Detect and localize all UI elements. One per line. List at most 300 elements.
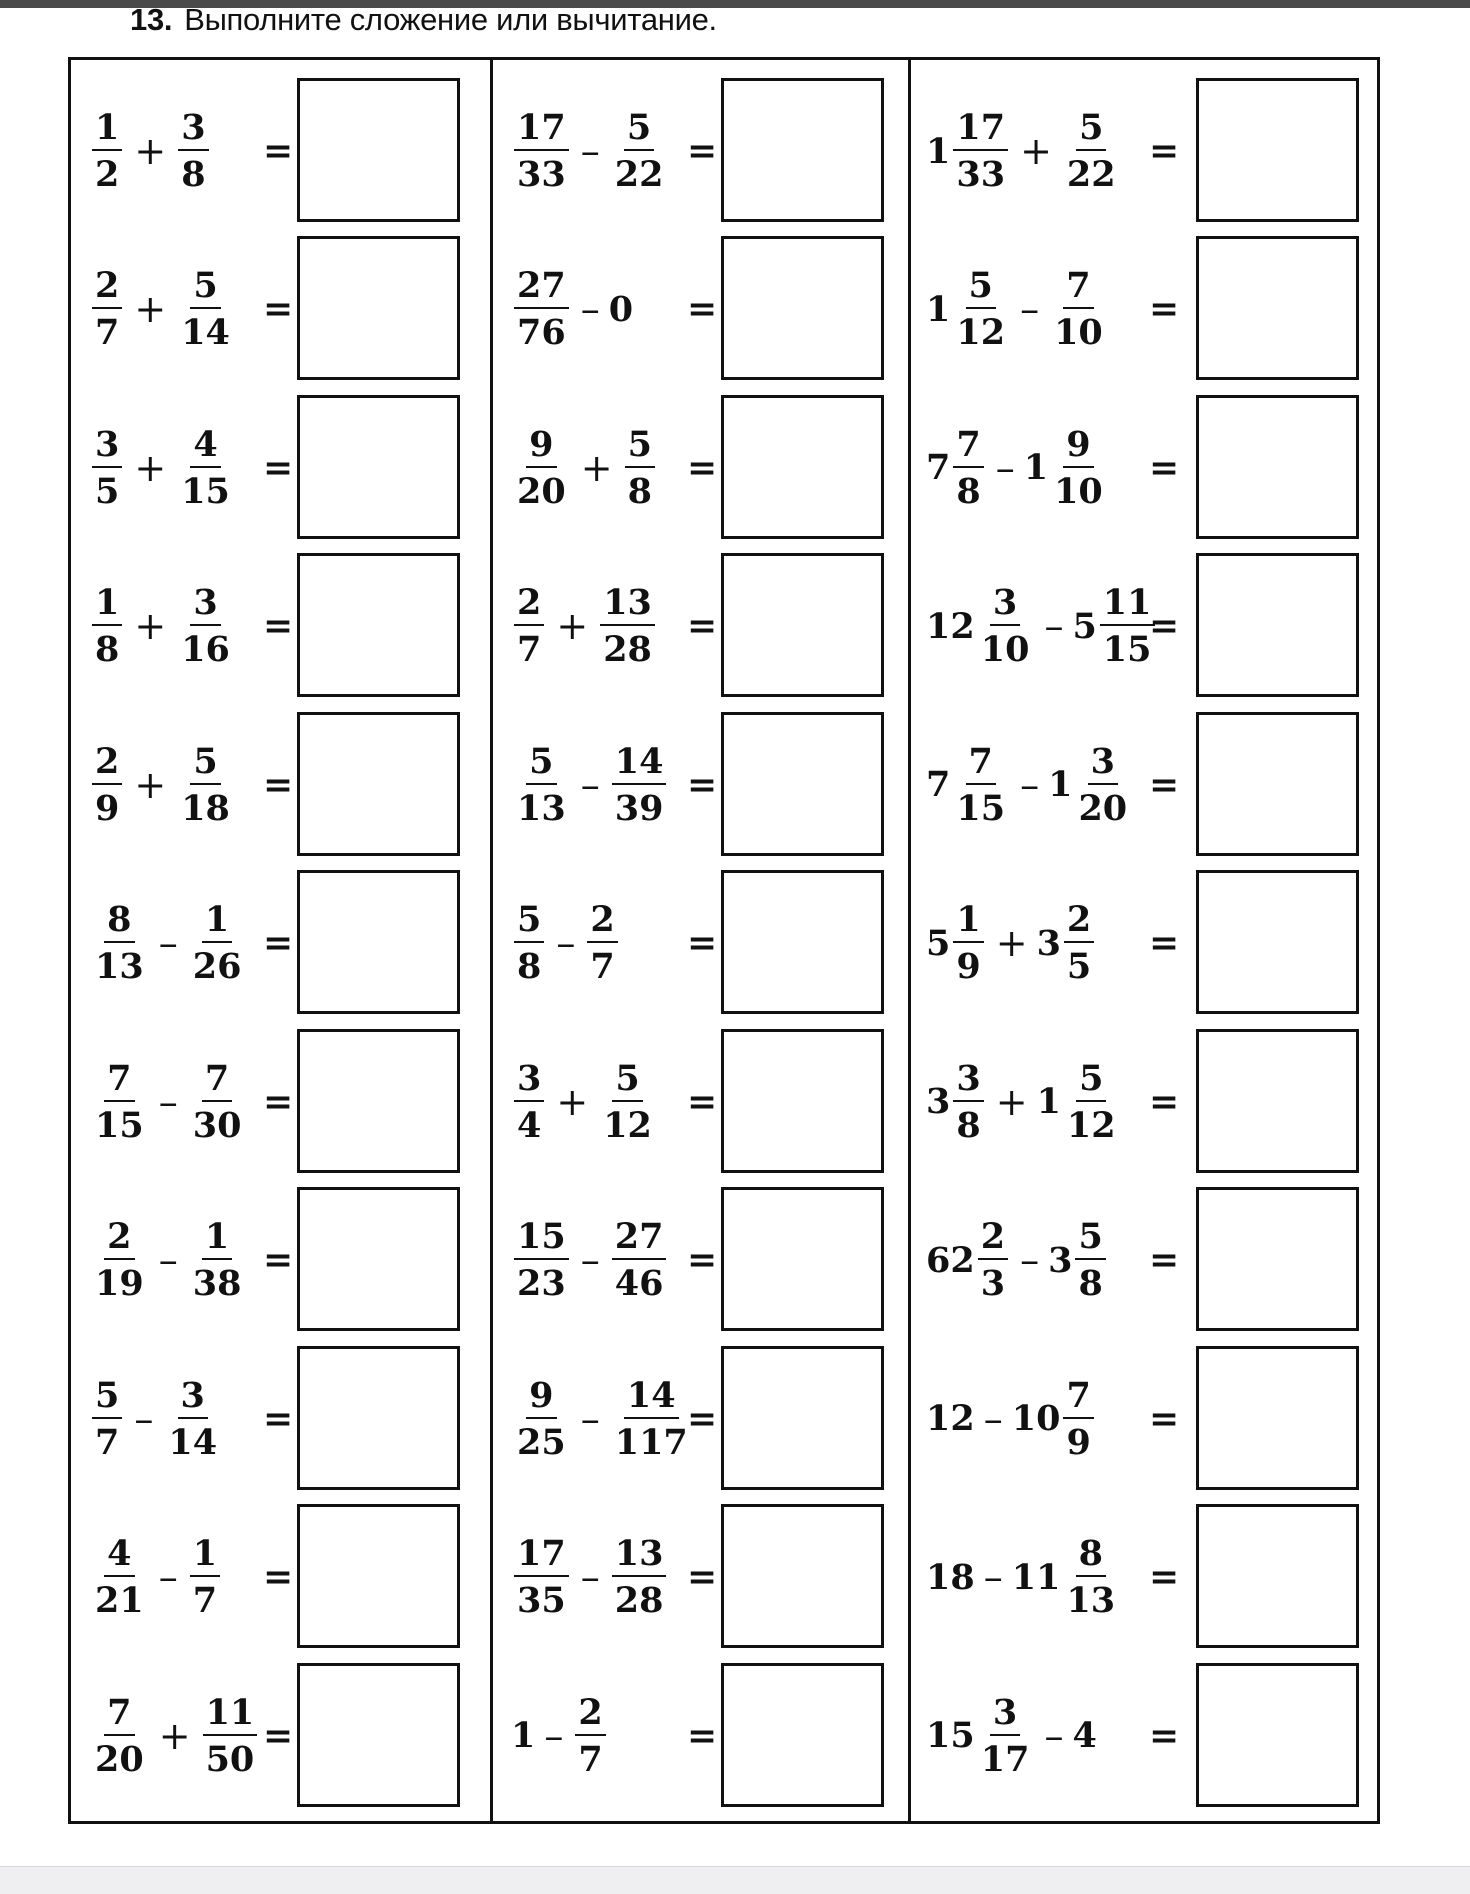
numerator: 3: [178, 1378, 208, 1419]
answer-box[interactable]: [1196, 553, 1359, 697]
answer-box[interactable]: [297, 870, 460, 1014]
numerator: 5: [1075, 1219, 1105, 1260]
fraction: [92, 1374, 122, 1463]
denominator: 15: [181, 470, 230, 512]
fraction: [514, 1216, 569, 1305]
numerator: 5: [966, 268, 996, 309]
exercise-row: [71, 395, 490, 553]
math-expression: [511, 1029, 658, 1175]
operator: –: [580, 1238, 600, 1283]
math-expression: [926, 1504, 1121, 1650]
fraction: [1075, 1216, 1105, 1305]
answer-box[interactable]: [1196, 1346, 1359, 1490]
denominator: 8: [95, 629, 120, 671]
denominator: 10: [1054, 470, 1103, 512]
denominator: 12: [956, 312, 1006, 354]
fraction: [92, 423, 122, 512]
math-expression: [89, 1187, 247, 1333]
answer-box[interactable]: [1196, 78, 1359, 222]
operator: –: [158, 921, 178, 966]
equals-sign: =: [687, 130, 718, 172]
answer-box[interactable]: [721, 553, 884, 697]
exercise-row: [493, 78, 908, 236]
answer-box[interactable]: [1196, 1663, 1359, 1807]
math-expression: [89, 78, 212, 224]
fraction: [953, 740, 1008, 829]
fraction: [178, 740, 233, 829]
denominator: 15: [956, 787, 1006, 829]
operator: –: [556, 921, 576, 966]
operator: –: [580, 287, 600, 332]
equals-sign: =: [1149, 1714, 1180, 1757]
fraction: [92, 107, 122, 195]
operator: +: [995, 1079, 1028, 1124]
denominator: 46: [614, 1263, 664, 1305]
operator: +: [1020, 129, 1052, 173]
numerator: 7: [966, 744, 996, 785]
operator: +: [580, 445, 613, 490]
fraction: [612, 740, 667, 829]
denominator: 33: [517, 154, 566, 195]
exercise-row: [71, 1346, 490, 1504]
numerator: 17: [514, 110, 569, 151]
denominator: 18: [181, 787, 230, 829]
fraction: [190, 899, 245, 988]
fraction: [612, 107, 667, 195]
answer-box[interactable]: [297, 1187, 460, 1331]
math-expression: [926, 1029, 1122, 1175]
fraction: [92, 740, 122, 829]
answer-box[interactable]: [1196, 1504, 1359, 1648]
numerator: 2: [587, 902, 617, 943]
equals-sign: =: [263, 288, 294, 331]
denominator: 28: [603, 629, 652, 671]
equals-sign: =: [263, 130, 294, 172]
whole-number: 4: [1072, 1715, 1097, 1757]
answer-box[interactable]: [721, 712, 884, 856]
numerator: 17: [514, 1536, 569, 1577]
numerator: 1: [953, 902, 983, 943]
exercise-row: [493, 1504, 908, 1662]
answer-box[interactable]: [721, 1346, 884, 1490]
numerator: 1: [202, 1219, 232, 1260]
numerator: 5: [1076, 110, 1106, 151]
mixed-whole-part: 1: [1048, 764, 1073, 806]
equals-sign: =: [687, 288, 718, 331]
fraction: [1051, 265, 1106, 354]
math-expression: [89, 236, 236, 382]
operator: –: [1020, 1238, 1040, 1283]
numerator: 15: [514, 1219, 569, 1260]
denominator: 7: [95, 1421, 120, 1463]
mixed-whole-part: 7: [926, 447, 951, 489]
denominator: 20: [517, 470, 566, 512]
answer-box[interactable]: [721, 1187, 884, 1331]
operator: –: [544, 1713, 564, 1758]
denominator: 20: [1078, 787, 1128, 829]
exercise-row: [71, 1663, 490, 1821]
numerator: 2: [1064, 902, 1094, 943]
numerator: 2: [92, 268, 122, 309]
equals-sign: =: [263, 1397, 294, 1440]
whole-number: 0: [608, 288, 634, 330]
fraction: [1100, 582, 1155, 671]
denominator: 19: [95, 1263, 144, 1305]
denominator: 50: [205, 1738, 255, 1780]
denominator: 35: [517, 1580, 566, 1622]
equals-sign: =: [687, 922, 718, 965]
operator: –: [1020, 287, 1040, 332]
answer-box[interactable]: [1196, 712, 1359, 856]
answer-box[interactable]: [1196, 236, 1359, 380]
equals-sign: =: [1149, 288, 1180, 331]
fraction: [600, 582, 655, 671]
fraction: [178, 265, 233, 354]
math-expression: [926, 1187, 1109, 1333]
denominator: 5: [1066, 946, 1092, 988]
numerator: 5: [625, 427, 655, 468]
operator: –: [1020, 762, 1040, 807]
numerator: 5: [526, 744, 556, 785]
answer-box[interactable]: [297, 1346, 460, 1490]
numerator: 13: [600, 585, 655, 626]
numerator: 2: [978, 1219, 1008, 1260]
numerator: 5: [514, 902, 544, 943]
numerator: 2: [92, 744, 122, 785]
denominator: 3: [980, 1263, 1006, 1305]
exercise-row: [911, 1504, 1377, 1662]
equals-sign: =: [1149, 1556, 1180, 1599]
operator: +: [556, 1079, 589, 1124]
task-instruction: Выполните сложение или вычитание.: [184, 2, 717, 37]
answer-box[interactable]: [297, 78, 460, 222]
math-expression: [511, 1346, 694, 1492]
numerator: 2: [575, 1695, 605, 1736]
numerator: 9: [526, 427, 556, 468]
denominator: 25: [517, 1421, 566, 1463]
fraction: [1051, 423, 1106, 512]
mixed-whole-part: 62: [926, 1239, 975, 1281]
denominator: 28: [614, 1580, 664, 1622]
numerator: 4: [104, 1536, 134, 1577]
denominator: 30: [192, 1104, 242, 1146]
answer-box[interactable]: [297, 553, 460, 697]
equals-sign: =: [687, 1397, 718, 1440]
operator: –: [580, 1555, 600, 1600]
answer-box[interactable]: [297, 1504, 460, 1648]
mixed-whole-part: 10: [1011, 1398, 1061, 1440]
fraction: [190, 1533, 220, 1622]
answer-box[interactable]: [721, 395, 884, 539]
denominator: 21: [95, 1580, 144, 1622]
numerator: 1: [92, 110, 122, 151]
operator: +: [134, 604, 167, 649]
fraction: [978, 1216, 1008, 1305]
fraction: [514, 423, 569, 512]
operator: –: [983, 1555, 1003, 1600]
math-expression: [89, 870, 247, 1016]
numerator: 17: [953, 110, 1008, 151]
denominator: 4: [517, 1104, 542, 1146]
fraction: [514, 1057, 544, 1146]
answer-box[interactable]: [297, 1663, 460, 1807]
mixed-whole-part: 1: [926, 130, 951, 172]
denominator: 9: [1066, 1421, 1091, 1463]
math-expression: [511, 1187, 669, 1333]
denominator: 8: [517, 946, 542, 988]
numerator: 5: [624, 110, 654, 151]
exercise-row: [911, 395, 1377, 553]
denominator: 13: [95, 946, 144, 988]
equals-sign: =: [687, 446, 718, 489]
denominator: 10: [980, 629, 1030, 671]
numerator: 2: [104, 1219, 134, 1260]
denominator: 5: [95, 470, 120, 512]
exercise-row: [71, 1504, 490, 1662]
equals-sign: =: [263, 446, 294, 489]
operator: +: [134, 445, 167, 490]
answer-box[interactable]: [297, 1029, 460, 1173]
denominator: 7: [192, 1580, 218, 1622]
operator: +: [134, 129, 167, 173]
math-expression: [926, 553, 1158, 699]
bottom-edge-bar: [0, 1866, 1470, 1894]
denominator: 14: [181, 312, 230, 354]
numerator: 7: [953, 427, 983, 468]
exercise-row: [71, 1187, 490, 1345]
numerator: 2: [514, 585, 544, 626]
exercise-column-2: [490, 60, 908, 1821]
math-expression: [926, 78, 1122, 224]
math-expression: [511, 1663, 609, 1809]
exercise-row: [493, 395, 908, 553]
exercise-row: [71, 1029, 490, 1187]
exercise-row: [911, 236, 1377, 394]
equals-sign: =: [263, 1714, 294, 1757]
denominator: 13: [1066, 1580, 1116, 1622]
math-expression: [926, 236, 1109, 382]
fraction: [612, 1216, 667, 1305]
fraction: [92, 1533, 147, 1622]
exercise-row: [493, 1663, 908, 1821]
fraction: [1064, 899, 1094, 988]
numerator: 11: [1100, 585, 1155, 626]
fraction: [92, 265, 122, 354]
denominator: 9: [956, 946, 981, 988]
exercise-row: [71, 712, 490, 870]
equals-sign: =: [1149, 922, 1180, 965]
math-expression: [511, 1504, 669, 1650]
denominator: 7: [95, 312, 120, 354]
exercise-column-1: [71, 60, 490, 1821]
denominator: 117: [614, 1421, 688, 1463]
fraction: [953, 899, 983, 988]
equals-sign: =: [687, 1239, 718, 1282]
exercise-table: [68, 57, 1380, 1824]
exercise-row: [911, 78, 1377, 236]
operator: –: [580, 129, 600, 173]
math-expression: [511, 78, 669, 224]
exercise-row: [493, 870, 908, 1028]
exercise-row: [493, 1187, 908, 1345]
answer-box[interactable]: [721, 1504, 884, 1648]
answer-box[interactable]: [1196, 1187, 1359, 1331]
math-expression: [89, 1346, 223, 1492]
denominator: 22: [1066, 154, 1116, 195]
fraction: [514, 265, 569, 354]
mixed-whole-part: 3: [1036, 922, 1061, 964]
numerator: 3: [953, 1061, 983, 1102]
denominator: 8: [956, 1104, 981, 1146]
equals-sign: =: [263, 922, 294, 965]
answer-box[interactable]: [297, 395, 460, 539]
exercise-row: [911, 870, 1377, 1028]
mixed-whole-part: 12: [926, 605, 975, 647]
math-expression: [511, 870, 621, 1016]
answer-box[interactable]: [1196, 395, 1359, 539]
denominator: 8: [1078, 1263, 1103, 1305]
denominator: 23: [517, 1263, 566, 1305]
fraction: [1063, 1374, 1093, 1463]
answer-box[interactable]: [297, 236, 460, 380]
fraction: [92, 582, 122, 671]
denominator: 12: [603, 1104, 652, 1146]
equals-sign: =: [687, 1556, 718, 1599]
denominator: 20: [95, 1738, 144, 1780]
fraction: [978, 1691, 1033, 1780]
fraction: [612, 1374, 691, 1463]
numerator: 11: [203, 1695, 258, 1736]
operator: +: [158, 1713, 191, 1758]
exercise-row: [71, 78, 490, 236]
denominator: 8: [627, 470, 652, 512]
math-expression: [926, 1663, 1097, 1809]
fraction: [953, 265, 1008, 354]
mixed-whole-part: 7: [926, 764, 951, 806]
math-expression: [89, 712, 236, 858]
denominator: 33: [956, 154, 1006, 195]
fraction: [190, 1216, 245, 1305]
equals-sign: =: [687, 1080, 718, 1123]
denominator: 38: [192, 1263, 242, 1305]
mixed-whole-part: 1: [1036, 1081, 1061, 1123]
equals-sign: =: [687, 1714, 718, 1757]
whole-number: 1: [511, 1715, 536, 1757]
operator: –: [580, 762, 600, 807]
fraction: [1064, 107, 1119, 195]
equals-sign: =: [263, 1239, 294, 1282]
fraction: [953, 107, 1008, 195]
exercise-row: [71, 553, 490, 711]
denominator: 8: [181, 154, 206, 195]
mixed-whole-part: 11: [1011, 1556, 1061, 1598]
fraction: [514, 1533, 569, 1622]
fraction: [625, 423, 655, 512]
operator: –: [1044, 604, 1064, 649]
answer-box[interactable]: [1196, 1029, 1359, 1173]
exercise-row: [493, 1346, 908, 1504]
equals-sign: =: [263, 1556, 294, 1599]
math-expression: [89, 1504, 223, 1650]
mixed-whole-part: 1: [926, 288, 951, 330]
fraction: [612, 1533, 667, 1622]
numerator: 8: [1076, 1536, 1106, 1577]
operator: –: [983, 1396, 1003, 1441]
numerator: 7: [1063, 268, 1093, 309]
equals-sign: =: [687, 763, 718, 806]
math-expression: [89, 1663, 260, 1809]
denominator: 39: [614, 787, 664, 829]
denominator: 15: [1102, 629, 1152, 671]
denominator: 76: [517, 312, 566, 354]
denominator: 9: [95, 787, 120, 829]
denominator: 15: [95, 1104, 144, 1146]
answer-box[interactable]: [721, 78, 884, 222]
operator: –: [158, 1079, 178, 1124]
mixed-whole-part: 15: [926, 1715, 975, 1757]
exercise-row: [71, 236, 490, 394]
numerator: 1: [190, 1536, 220, 1577]
math-expression: [926, 712, 1133, 858]
answer-box[interactable]: [297, 712, 460, 856]
numerator: 14: [612, 744, 667, 785]
exercise-row: [911, 1029, 1377, 1187]
numerator: 7: [1063, 1378, 1093, 1419]
exercise-column-3: [908, 60, 1377, 1821]
fraction: [190, 1057, 245, 1146]
equals-sign: =: [687, 605, 718, 648]
math-expression: [511, 553, 658, 699]
denominator: 16: [181, 629, 230, 671]
fraction: [1075, 740, 1130, 829]
numerator: 5: [1076, 1061, 1106, 1102]
fraction: [92, 1691, 147, 1780]
operator: +: [995, 921, 1028, 966]
denominator: 7: [590, 946, 615, 988]
numerator: 3: [1088, 744, 1118, 785]
fraction: [178, 423, 233, 512]
fraction: [165, 1374, 220, 1463]
numerator: 5: [190, 744, 220, 785]
numerator: 13: [612, 1536, 667, 1577]
numerator: 4: [190, 427, 220, 468]
exercise-row: [71, 870, 490, 1028]
denominator: 12: [1066, 1104, 1116, 1146]
answer-box[interactable]: [721, 236, 884, 380]
exercise-row: [493, 712, 908, 870]
operator: +: [134, 762, 167, 807]
mixed-whole-part: 5: [1072, 605, 1097, 647]
fraction: [203, 1691, 258, 1780]
numerator: 3: [990, 585, 1020, 626]
answer-box[interactable]: [721, 1663, 884, 1807]
answer-box[interactable]: [1196, 870, 1359, 1014]
denominator: 22: [614, 154, 664, 195]
operator: +: [556, 604, 589, 649]
answer-box[interactable]: [721, 1029, 884, 1173]
answer-box[interactable]: [721, 870, 884, 1014]
numerator: 7: [202, 1061, 232, 1102]
task-heading: [130, 2, 717, 38]
fraction: [514, 582, 544, 671]
equals-sign: =: [1149, 1080, 1180, 1123]
operator: –: [158, 1555, 178, 1600]
operator: –: [158, 1238, 178, 1283]
fraction: [92, 899, 147, 988]
mixed-whole-part: 3: [1048, 1239, 1073, 1281]
denominator: 13: [517, 787, 566, 829]
math-expression: [89, 395, 236, 541]
